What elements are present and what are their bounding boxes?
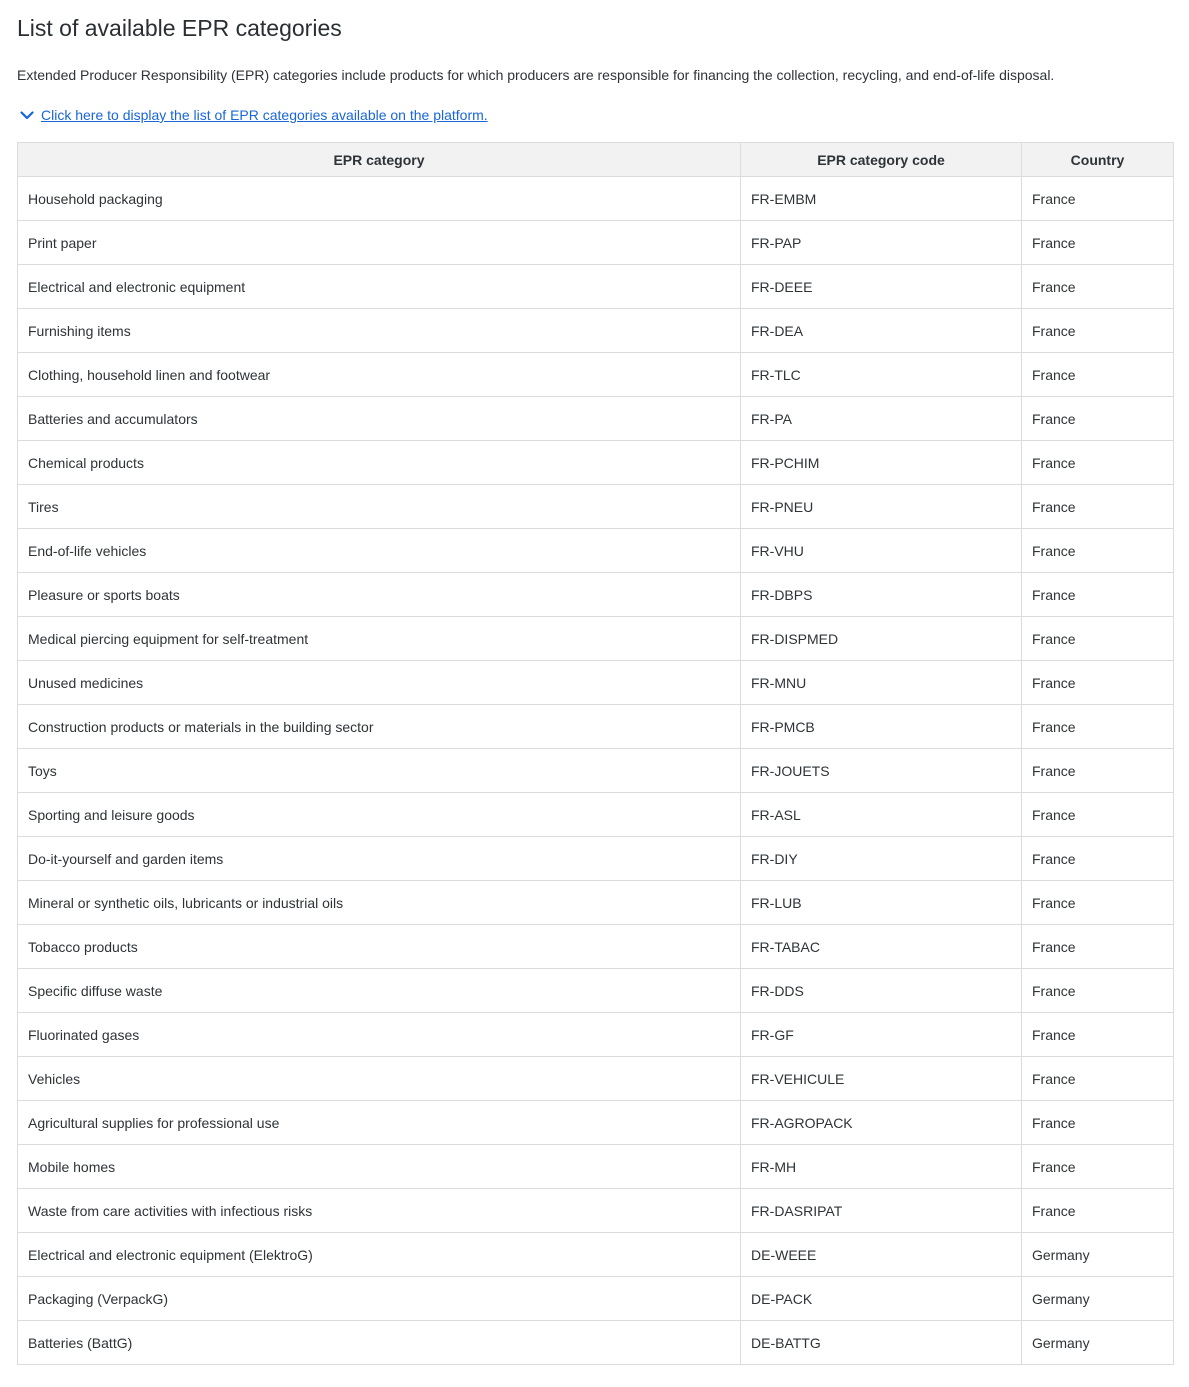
table-row <box>18 1277 1174 1321</box>
epr-category-code-cell: DE-WEEE <box>741 1233 1022 1277</box>
epr-category-cell: Medical piercing equipment for self-treatment <box>18 617 741 661</box>
country-cell: France <box>1022 925 1174 969</box>
epr-category-cell: Pleasure or sports boats <box>18 573 741 617</box>
country-cell: France <box>1022 485 1174 529</box>
country-cell: Germany <box>1022 1277 1174 1321</box>
epr-category-code-cell: FR-MNU <box>741 661 1022 705</box>
epr-category-code-cell: FR-DASRIPAT <box>741 1189 1022 1233</box>
country-cell: Germany <box>1022 1233 1174 1277</box>
table-row <box>18 749 1174 793</box>
table-row <box>18 925 1174 969</box>
epr-category-cell: Sporting and leisure goods <box>18 793 741 837</box>
country-cell: France <box>1022 309 1174 353</box>
table-row <box>18 573 1174 617</box>
country-cell: France <box>1022 441 1174 485</box>
epr-category-code-cell: FR-PCHIM <box>741 441 1022 485</box>
epr-category-cell: Specific diffuse waste <box>18 969 741 1013</box>
epr-category-code-cell: DE-PACK <box>741 1277 1022 1321</box>
epr-category-code-cell: FR-DEEE <box>741 265 1022 309</box>
country-cell: France <box>1022 661 1174 705</box>
epr-category-cell: Electrical and electronic equipment <box>18 265 741 309</box>
epr-category-cell: Mobile homes <box>18 1145 741 1189</box>
epr-category-code-cell: DE-BATTG <box>741 1321 1022 1365</box>
country-cell: France <box>1022 881 1174 925</box>
epr-category-code-cell: FR-JOUETS <box>741 749 1022 793</box>
table-row <box>18 309 1174 353</box>
epr-category-cell: Household packaging <box>18 177 741 221</box>
country-cell: France <box>1022 397 1174 441</box>
country-cell: France <box>1022 617 1174 661</box>
epr-category-cell: Print paper <box>18 221 741 265</box>
epr-category-cell: Electrical and electronic equipment (ElektroG) <box>18 1233 741 1277</box>
epr-category-code-cell: FR-DEA <box>741 309 1022 353</box>
country-cell: France <box>1022 969 1174 1013</box>
table-row <box>18 353 1174 397</box>
epr-category-cell: Mineral or synthetic oils, lubricants or industrial oils <box>18 881 741 925</box>
country-cell: France <box>1022 1145 1174 1189</box>
expand-categories-toggle[interactable] <box>17 105 1172 125</box>
table-row <box>18 265 1174 309</box>
column-header-epr-category-code: EPR category code <box>741 143 1022 177</box>
epr-category-cell: Packaging (VerpackG) <box>18 1277 741 1321</box>
table-body <box>18 177 1174 1365</box>
table-row <box>18 397 1174 441</box>
table-row <box>18 1101 1174 1145</box>
table-header-row <box>18 143 1174 177</box>
country-cell: France <box>1022 221 1174 265</box>
epr-category-cell: Chemical products <box>18 441 741 485</box>
epr-category-cell: Batteries and accumulators <box>18 397 741 441</box>
column-header-epr-category: EPR category <box>18 143 741 177</box>
epr-category-cell: Tires <box>18 485 741 529</box>
country-cell: France <box>1022 265 1174 309</box>
epr-category-cell: Tobacco products <box>18 925 741 969</box>
table-row <box>18 221 1174 265</box>
table-row <box>18 837 1174 881</box>
table-row <box>18 1145 1174 1189</box>
table-row <box>18 177 1174 221</box>
country-cell: Germany <box>1022 1321 1174 1365</box>
table-row <box>18 705 1174 749</box>
table-row <box>18 793 1174 837</box>
country-cell: France <box>1022 1189 1174 1233</box>
chevron-down-icon <box>18 106 36 124</box>
epr-category-cell: Fluorinated gases <box>18 1013 741 1057</box>
epr-category-cell: Do-it-yourself and garden items <box>18 837 741 881</box>
epr-category-code-cell: FR-VEHICULE <box>741 1057 1022 1101</box>
country-cell: France <box>1022 793 1174 837</box>
country-cell: France <box>1022 705 1174 749</box>
country-cell: France <box>1022 1013 1174 1057</box>
country-cell: France <box>1022 353 1174 397</box>
intro-text: Extended Producer Responsibility (EPR) categories include products for which producers are responsible for financing the collection, recycling, and end-of-life disposal. <box>17 67 1055 83</box>
epr-category-cell: End-of-life vehicles <box>18 529 741 573</box>
country-cell: France <box>1022 177 1174 221</box>
country-cell: France <box>1022 529 1174 573</box>
epr-category-code-cell: FR-PA <box>741 397 1022 441</box>
epr-category-code-cell: FR-EMBM <box>741 177 1022 221</box>
table-row <box>18 485 1174 529</box>
epr-category-code-cell: FR-VHU <box>741 529 1022 573</box>
epr-category-code-cell: FR-PAP <box>741 221 1022 265</box>
epr-categories-table <box>17 142 1174 1365</box>
epr-category-cell: Clothing, household linen and footwear <box>18 353 741 397</box>
epr-category-code-cell: FR-PMCB <box>741 705 1022 749</box>
epr-category-code-cell: FR-TLC <box>741 353 1022 397</box>
table-row <box>18 1189 1174 1233</box>
expand-categories-link[interactable]: Click here to display the list of EPR categories available on the platform. <box>41 107 488 123</box>
epr-category-cell: Furnishing items <box>18 309 741 353</box>
country-cell: France <box>1022 749 1174 793</box>
epr-category-code-cell: FR-AGROPACK <box>741 1101 1022 1145</box>
epr-category-cell: Construction products or materials in the building sector <box>18 705 741 749</box>
table-row <box>18 1013 1174 1057</box>
epr-category-cell: Toys <box>18 749 741 793</box>
country-cell: France <box>1022 837 1174 881</box>
country-cell: France <box>1022 1101 1174 1145</box>
epr-category-code-cell: FR-DISPMED <box>741 617 1022 661</box>
epr-category-code-cell: FR-PNEU <box>741 485 1022 529</box>
table-row <box>18 441 1174 485</box>
country-cell: France <box>1022 1057 1174 1101</box>
epr-category-code-cell: FR-TABAC <box>741 925 1022 969</box>
epr-category-code-cell: FR-DDS <box>741 969 1022 1013</box>
table-row <box>18 529 1174 573</box>
table-row <box>18 881 1174 925</box>
epr-category-code-cell: FR-DBPS <box>741 573 1022 617</box>
epr-category-cell: Batteries (BattG) <box>18 1321 741 1365</box>
epr-category-code-cell: FR-MH <box>741 1145 1022 1189</box>
epr-category-code-cell: FR-LUB <box>741 881 1022 925</box>
epr-category-code-cell: FR-ASL <box>741 793 1022 837</box>
table-row <box>18 617 1174 661</box>
table-row <box>18 1057 1174 1101</box>
page-title: List of available EPR categories <box>17 15 342 41</box>
epr-category-cell: Unused medicines <box>18 661 741 705</box>
column-header-country: Country <box>1022 143 1174 177</box>
epr-category-cell: Vehicles <box>18 1057 741 1101</box>
epr-category-code-cell: FR-DIY <box>741 837 1022 881</box>
table-row <box>18 1233 1174 1277</box>
table-row <box>18 1321 1174 1365</box>
epr-category-code-cell: FR-GF <box>741 1013 1022 1057</box>
table-row <box>18 661 1174 705</box>
epr-category-cell: Agricultural supplies for professional use <box>18 1101 741 1145</box>
epr-category-cell: Waste from care activities with infectious risks <box>18 1189 741 1233</box>
country-cell: France <box>1022 573 1174 617</box>
table-row <box>18 969 1174 1013</box>
